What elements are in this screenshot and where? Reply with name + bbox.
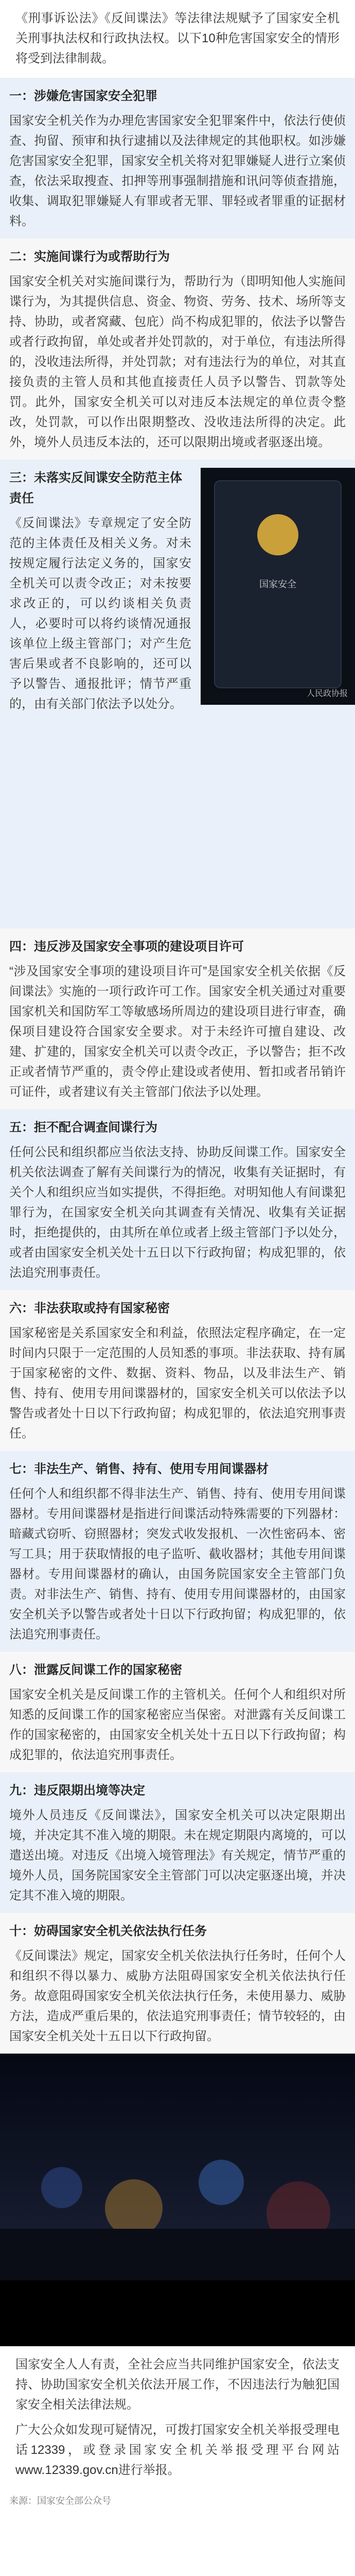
section-3	[0, 460, 355, 928]
section-3-title: 三：未落实反间谍安全防范主体责任	[9, 471, 182, 505]
section-9-title: 九：违反限期出境等决定	[9, 1784, 145, 1798]
section-8-body: 国家安全机关是反间谍工作的主管机关。任何个人和组织对所知悉的反间谍工作的国家秘密应当保密。对泄露有关反间谍工作的国家秘密的，由国家安全机关处十五日以下行政拘留；构成犯罪的，依法追究刑事责任。	[9, 1688, 346, 1762]
section-8	[0, 1652, 355, 1772]
section-5-title: 五：拒不配合调查间谍行为	[9, 1121, 157, 1134]
night-city-banner	[0, 2054, 355, 2346]
national-emblem-icon	[257, 514, 298, 555]
passport-photo	[201, 468, 355, 705]
section-2-title: 二：实施间谍行为或帮助行为	[9, 250, 170, 264]
section-7	[0, 1451, 355, 1652]
section-1-body: 国家安全机关作为办理危害国家安全犯罪案件中，依法行使侦查、拘留、预审和执行逮捕以及法律规定的其他职权。如涉嫌危害国家安全犯罪，国家安全机关将对犯罪嫌疑人进行立案侦查，依法采取搜查、扣押等刑事强制措施和讯问等侦查措施，收集、调取犯罪嫌疑人有罪或者无罪、罪轻或者罪重的证据材料。	[9, 114, 346, 228]
outro	[0, 2346, 355, 2489]
section-4-body: “涉及国家安全事项的建设项目许可”是国家安全机关依据《反间谍法》实施的一项行政许可工作。国家安全机关通过对重要国家机关和国防军工等敏感场所周边的建设项目进行审查，确保项目建设符合国家安全要求。对于未经许可擅自建设、改建、扩建的，国家安全机关可以责令改正，予以警告；拒不改正或者情节严重的，责令停止建设或者使用、暂扣或者吊销许可证件，或者建议有关主管部门依法予以处理。	[9, 964, 346, 1099]
section-6-body: 国家秘密是关系国家安全和利益，依照法定程序确定，在一定时间内只限于一定范围的人员知悉的事项。非法获取、持有属于国家秘密的文件、数据、资料、物品，以及非法生产、销售、持有、使用专用间谍器材的，国家安全机关可以依法予以警告或者处十日以下行政拘留；构成犯罪的，依法追究刑事责任。	[9, 1326, 346, 1440]
section-5	[0, 1109, 355, 1290]
banner-image	[0, 2054, 355, 2280]
section-8-title: 八：泄露反间谍工作的国家秘密	[9, 1663, 182, 1677]
section-10-body: 《反间谍法》规定，国家安全机关依法执行任务时，任何个人和组织不得以暴力、威胁方法阻碍国家安全机关依法执行任务。故意阻碍国家安全机关依法执行任务，未使用暴力、威胁方法，造成严重后果的，依法追究刑事责任；情节较轻的，由国家安全机关处十五日以下行政拘留。	[9, 1949, 346, 2043]
outro-paragraph-2: 广大公众如发现可疑情况，可拨打国家安全机关举报受理电话12339，或登录国家安全机关举报受理平台网站www.12339.gov.cn进行举报。	[15, 2423, 340, 2477]
section-9-body: 境外人员违反《反间谍法》，国家安全机关可以决定限期出境，并决定其不准入境的期限。未在规定期限内离境的，可以遣送出境。对违反《出境入境管理法》有关规定，情节严重的境外人员，国务院国家安全主管部门可以决定驱逐出境，并决定其不准入境的期限。	[9, 1808, 346, 1903]
section-6-title: 六：非法获取或持有国家秘密	[9, 1301, 170, 1315]
section-9	[0, 1772, 355, 1913]
section-7-body: 任何个人和组织都不得非法生产、销售、持有、使用专用间谍器材。专用间谍器材是指进行间谍活动特殊需要的下列器材：暗藏式窃听、窃照器材；突发式收发报机、一次性密码本、密写工具；用于获取情报的电子监听、截收器材；其他专用间谍器材。专用间谍器材的确认，由国务院国家安全主管部门负责。对非法生产、销售、持有、使用专用间谍器材的，由国家安全机关予以警告或者处十日以下行政拘留；构成犯罪的，依法追究刑事责任。	[9, 1487, 346, 1641]
section-10-title: 十：妨碍国家安全机关依法执行任务	[9, 1924, 207, 1938]
section-4-title: 四：违反涉及国家安全事项的建设项目许可	[9, 940, 244, 954]
section-10	[0, 1913, 355, 2054]
intro	[0, 0, 355, 78]
passport-label: 国家安全	[259, 579, 296, 589]
section-3-body: 《反间谍法》专章规定了安全防范的主体责任及相关义务。对未按规定履行法定义务的，国家安全机关可以责令改正；对未按要求改正的，可以约谈相关负责人，必要时可以将约谈情况通报该单位上级主管部门；对产生危害后果或者不良影响的，还可以予以警告、通报批评；情节严重的，由有关部门依法予以处分。	[9, 516, 191, 711]
section-6	[0, 1290, 355, 1451]
section-1	[0, 78, 355, 239]
photo-watermark: 人民政协报	[306, 689, 348, 698]
section-7-title: 七：非法生产、销售、持有、使用专用间谍器材	[9, 1462, 269, 1476]
intro-paragraph: 《刑事诉讼法》《反间谍法》等法律法规赋予了国家安全机关刑事执法权和行政执法权。以下10种危害国家安全的情形将受到法律制裁。	[15, 11, 340, 65]
outro-paragraph-1: 国家安全人人有责，全社会应当共同维护国家安全，依法支持、协助国家安全机关依法开展工作，不因违法行为触犯国家安全相关法律法规。	[15, 2358, 340, 2412]
section-2-body: 国家安全机关对实施间谍行为，帮助行为（即明知他人实施间谍行为，为其提供信息、资金、物资、劳务、技术、场所等支持、协助，或者窝藏、包庇）尚不构成犯罪的，依法予以警告或者行政拘留，单处或者并处罚款的，对于单位，有违法所得的，没收违法所得，并处罚款；对有违法行为的单位，对其直接负责的主管人员和其他直接责任人员予以警告、罚款等处罚。此外，国家安全机关可以对违反本法规定的单位责令整改，处罚款，可以作出限期整改、没收违法所得的决定。此外，境外人员违反本法的，还可以限期出境或者驱逐出境。	[9, 275, 346, 449]
source-note: 来源：国家安全部公众号	[0, 2489, 355, 2514]
city-night-illustration	[0, 2054, 355, 2280]
section-1-title: 一：涉嫌危害国家安全犯罪	[9, 89, 157, 103]
section-4	[0, 928, 355, 1109]
section-2	[0, 239, 355, 460]
section-5-body: 任何公民和组织都应当依法支持、协助反间谍工作。国家安全机关依法调查了解有关间谍行为的情况，收集有关证据时，有关个人和组织应当如实提供，不得拒绝。对明知他人有间谍犯罪行为，在国家安全机关向其调查有关情况、收集有关证据时，拒绝提供的，由其所在单位或者上级主管部门予以处分，或者由国家安全机关处十五日以下行政拘留；构成犯罪的，依法追究刑事责任。	[9, 1145, 346, 1280]
